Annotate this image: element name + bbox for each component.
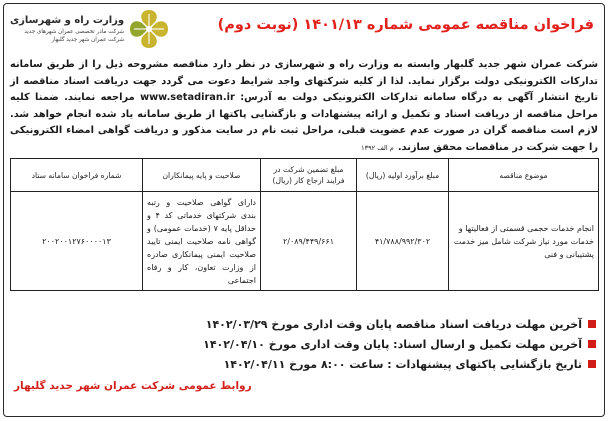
header-setad-number: شماره فراخوان سامانه ستاد bbox=[11, 159, 143, 192]
notice-body bbox=[10, 57, 598, 156]
company-name: شرکت عمران شهر جدید گلبهار bbox=[51, 37, 125, 43]
bullet-square-icon bbox=[588, 360, 596, 368]
header-guarantee: مبلغ تضمین شرکت در فرایند ارجاع کار (ریال) bbox=[261, 159, 357, 192]
ministry-name: وزارت راه و شهرسازی bbox=[10, 15, 125, 26]
bullet-square-icon bbox=[588, 340, 596, 348]
public-relations-signature: روابط عمومی شرکت عمران شهر جدید گلبهار bbox=[14, 380, 252, 392]
notice-title: فراخوان مناقصه عمومی شماره ۱۴۰۱/۱۳ (نوبت دوم) bbox=[217, 17, 594, 33]
deadline-documents-receipt: آخرین مهلت دریافت اسناد مناقصه پایان وقت اداری مورخ ۱۴۰۲/۰۳/۲۹ bbox=[205, 317, 582, 331]
deadline-list bbox=[203, 314, 596, 374]
cell-subject: انجام خدمات حجمی قسمتی از فعالیتها و خدمات مورد نیاز شرکت شامل میز خدمت پشتیبانی و فنی bbox=[449, 192, 599, 291]
deadline-submission: آخرین مهلت تکمیل و ارسال اسناد: پایان وقت اداری مورخ ۱۴۰۲/۰۴/۱۰ bbox=[203, 337, 582, 351]
table-row bbox=[11, 192, 599, 291]
cell-setad-number: ۲۰۰۲۰۰۱۲۷۶۰۰۰۰۱۳ bbox=[11, 192, 143, 291]
list-item bbox=[203, 314, 596, 334]
header-subject: موضوع مناقصه bbox=[449, 159, 599, 192]
list-item bbox=[203, 354, 596, 374]
header-qualification: صلاحیت و پایه پیمانکاران bbox=[143, 159, 261, 192]
tender-table bbox=[10, 158, 599, 291]
header-estimate: مبلغ برآورد اولیه (ریال) bbox=[357, 159, 449, 192]
bullet-square-icon bbox=[588, 320, 596, 328]
deadline-opening: تاریخ بازگشایی پاکتهای پیشنهادات : ساعت ۸:۰۰ مورخ ۱۴۰۲/۰۴/۱۱ bbox=[223, 357, 582, 371]
cell-qualification: دارای گواهی صلاحیت و رتبه بندی شرکتهای خدماتی کد ۴ و حداقل پایه ۷ (خدمات عمومی) و گواهی نامه صلاحیت ایمنی تایید صلاحیت ایمنی پیمانکاری صادره از وزارت تعاون، کار و رفاه اجتماعی bbox=[143, 192, 261, 291]
parent-company-name: شرکت مادر تخصصی عمران شهرهای جدید bbox=[24, 29, 125, 35]
brand-block bbox=[10, 8, 170, 50]
reference-number: م الف ۱۳۹۲ bbox=[361, 143, 394, 152]
cell-estimate: ۴۱/۷۸۸/۹۹۲/۳۰۲ bbox=[357, 192, 449, 291]
table-header-row bbox=[11, 159, 599, 192]
cell-guarantee: ۲/۰۸۹/۴۴۹/۶۶۱ bbox=[261, 192, 357, 291]
brand-text bbox=[10, 14, 124, 44]
notice-paragraph: شرکت عمران شهر جدید گلبهار وابسته به وزارت راه و شهرسازی در نظر دارد مناقصه مشروحه ذیل را از طریق سامانه تدارکات الکترونیکی دولت برگزار نماید. لذا از کلیه شرکتهای واجد شرایط دعوت می گردد جهت دریافت اسناد مناقصه از تاریخ انتشار آگهی به درگاه سامانه تدارکات الکترونیکی دولت به آدرس: www.setadiran.ir مراجعه نمایند. ضمنا کلیه مراحل مناقصه از دریافت اسناد و تکمیل و ارائه پیشنهادات و بازگشایی پاکتها از طریق سامانه یاد شده انجام خواهد شد. لازم است مناقصه گران در صورت عدم عضویت قبلی، مراحل ثبت نام در سایت مذکور و دریافت گواهی امضاء الکترونیکی را جهت شرکت در مناقصات محقق سازند. bbox=[10, 59, 598, 153]
ministry-roads-logo-icon bbox=[128, 8, 170, 50]
list-item bbox=[203, 334, 596, 354]
